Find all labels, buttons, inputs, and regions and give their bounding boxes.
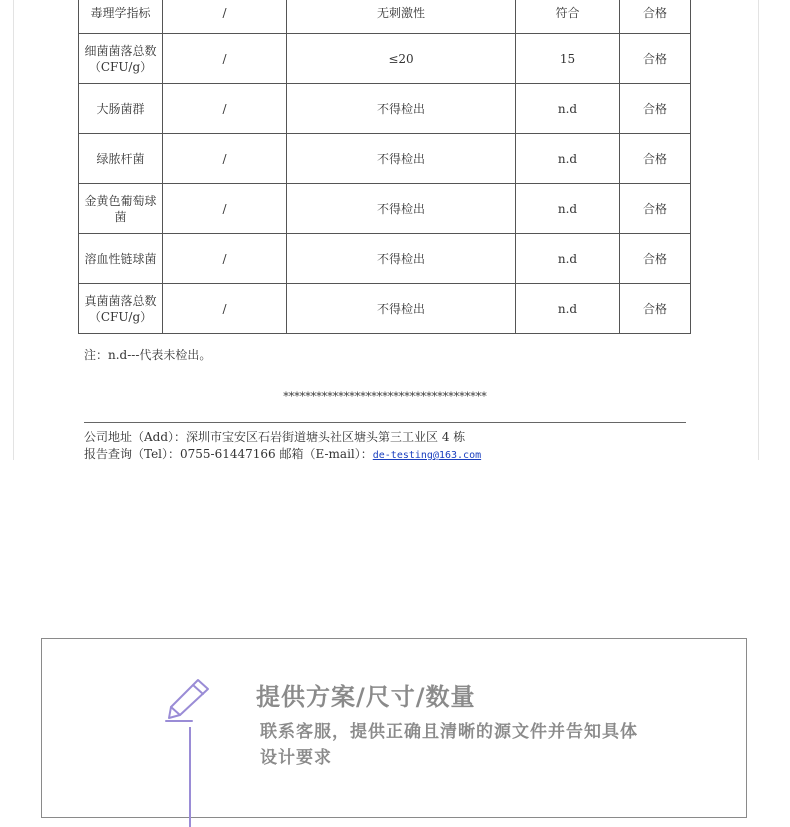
cell-verdict: 合格 <box>620 234 691 284</box>
table-row <box>79 84 691 134</box>
table-row <box>79 184 691 234</box>
cell-requirement: 无刺激性 <box>287 0 516 34</box>
cell-verdict: 合格 <box>620 0 691 34</box>
cell-result: 15 <box>516 34 620 84</box>
table-row <box>79 284 691 334</box>
cell-item: 绿脓杆菌 <box>79 134 163 184</box>
cell-result: n.d <box>516 234 620 284</box>
cell-requirement: 不得检出 <box>287 184 516 234</box>
cell-item: 细菌菌落总数（CFU/g） <box>79 34 163 84</box>
cell-method: / <box>163 184 287 234</box>
cell-verdict: 合格 <box>620 284 691 334</box>
report-contact <box>84 445 481 462</box>
cell-item: 溶血性链球菌 <box>79 234 163 284</box>
table-row <box>79 134 691 184</box>
footnote: 注：n.d---代表未检出。 <box>84 348 212 362</box>
table-row <box>79 0 691 34</box>
cell-requirement: 不得检出 <box>287 234 516 284</box>
cell-verdict: 合格 <box>620 134 691 184</box>
pen-icon <box>162 677 212 723</box>
cell-method: / <box>163 34 287 84</box>
cell-method: / <box>163 284 287 334</box>
cell-requirement: 不得检出 <box>287 134 516 184</box>
cell-result: n.d <box>516 134 620 184</box>
step-description: 联系客服，提供正确且清晰的源文件并告知具体设计要求 <box>260 722 638 768</box>
cell-verdict: 合格 <box>620 184 691 234</box>
cell-method: / <box>163 84 287 134</box>
cell-verdict: 合格 <box>620 34 691 84</box>
cell-method: / <box>163 0 287 34</box>
cell-item: 金黄色葡萄球菌 <box>79 184 163 234</box>
phone-text: 报告查询（Tel）：0755-61447166 邮箱（E-mail）： <box>84 447 373 461</box>
end-of-report-marker: ************************************* <box>283 390 487 403</box>
cell-item: 毒理学指标 <box>79 0 163 34</box>
table-row <box>79 234 691 284</box>
cell-verdict: 合格 <box>620 84 691 134</box>
cell-result: n.d <box>516 84 620 134</box>
cell-requirement: 不得检出 <box>287 84 516 134</box>
divider <box>84 422 686 423</box>
step-title: 提供方案/尺寸/数量 <box>256 683 476 711</box>
cell-method: / <box>163 234 287 284</box>
cell-item: 真菌菌落总数（CFU/g） <box>79 284 163 334</box>
cell-result: n.d <box>516 184 620 234</box>
timeline-line <box>189 727 191 827</box>
cell-requirement: ≤20 <box>287 34 516 84</box>
test-results-table <box>78 0 691 334</box>
company-address: 公司地址（Add）：深圳市宝安区石岩街道塘头社区塘头第三工业区 4 栋 <box>84 430 466 444</box>
email-link[interactable]: de-testing@163.com <box>372 450 482 461</box>
cell-method: / <box>163 134 287 184</box>
cell-result: n.d <box>516 284 620 334</box>
cell-requirement: 不得检出 <box>287 284 516 334</box>
cell-result: 符合 <box>516 0 620 34</box>
service-step-card <box>41 638 747 818</box>
cell-item: 大肠菌群 <box>79 84 163 134</box>
table-row <box>79 34 691 84</box>
